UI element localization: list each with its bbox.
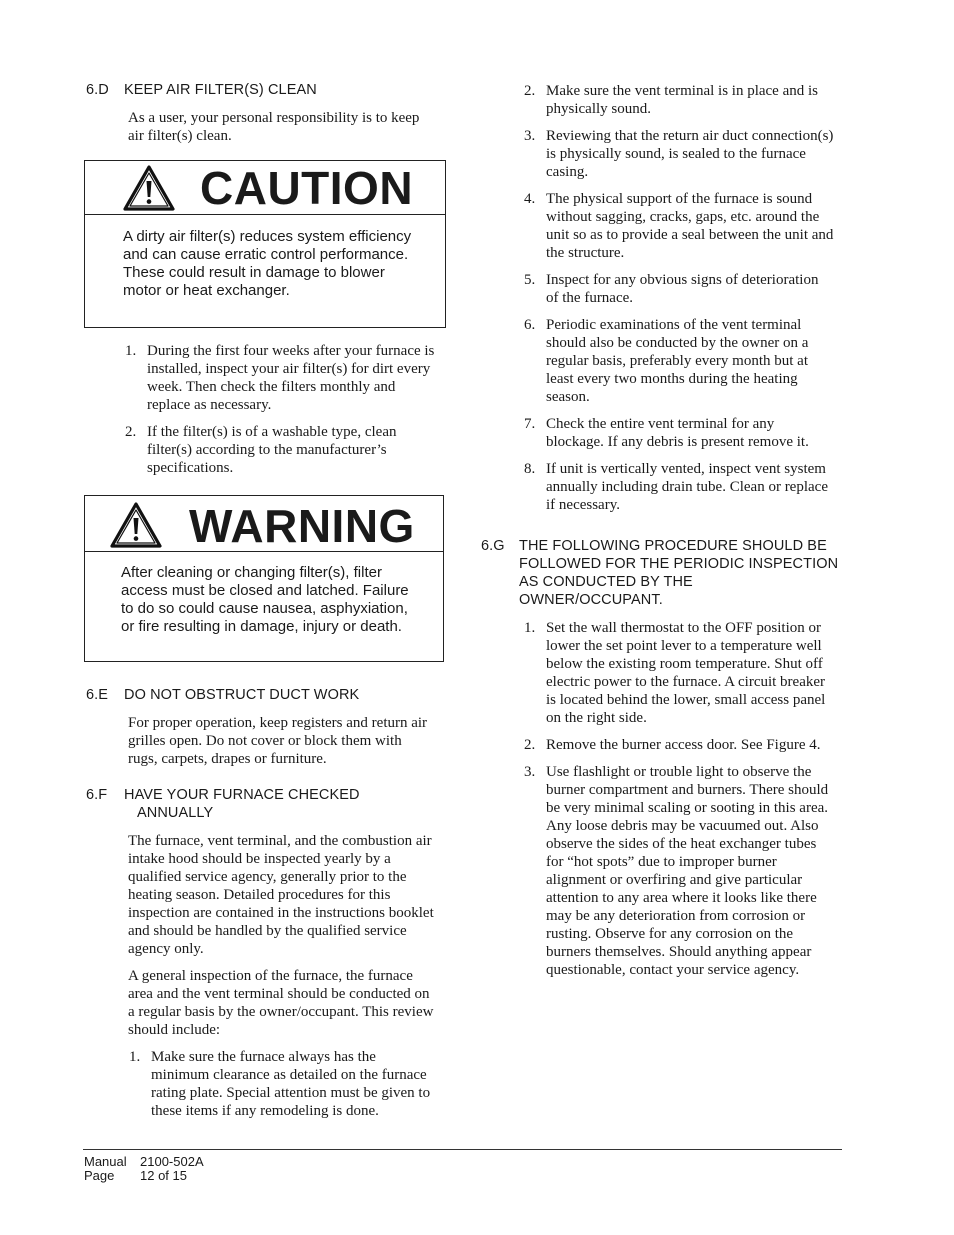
list-item: 8. If unit is vertically vented, inspect vent system annually including drain tube. Clean or replace if necessary. bbox=[524, 461, 828, 513]
list-item: 3. Use flashlight or trouble light to observe the burner compartment and burners. There should be very minimal scaling or sooting in this area. Any loose debris may be vacuumed out. Also observe the sides of the heat exchanger tubes for “hot spots” due to improper burner alignment or overfiring and give particular attention to any area where it looks like there may be any deterioration from corrosion or rusting. Observe for any corrosion on the burners themselves. Should anything appear questionable, contact your service agency. bbox=[524, 764, 829, 978]
footer-manual-label: Manual bbox=[84, 1154, 127, 1169]
caution-box bbox=[84, 160, 446, 328]
section-6e-paragraph: For proper operation, keep registers and return air grilles open. Do not cover or block them with rugs, carpets, drapes or furniture. bbox=[128, 715, 428, 767]
section-number: 6.D bbox=[86, 82, 109, 98]
review-list-first bbox=[129, 1048, 437, 1129]
warning-box bbox=[84, 495, 444, 662]
list-item: 2. If the filter(s) is of a washable type, clean filter(s) according to the manufacturer’s specifications. bbox=[125, 424, 397, 476]
list-item: 4. The physical support of the furnace is sound without sagging, cracks, gaps, etc. around the unit so as to provide a seal between the unit and the structure. bbox=[524, 191, 834, 261]
list-item: 3. Reviewing that the return air duct connection(s) is physically sound, is sealed to the furnace casing. bbox=[524, 128, 834, 180]
footer-page-label: Page bbox=[84, 1168, 115, 1183]
section-6d-heading bbox=[86, 81, 446, 99]
caution-title: CAUTION bbox=[200, 162, 414, 214]
footer-page-value: 12 of 15 bbox=[140, 1168, 187, 1183]
list-item: 2. Remove the burner access door. See Figure 4. bbox=[524, 737, 821, 753]
warning-title: WARNING bbox=[189, 500, 415, 552]
section-6d-paragraph: As a user, your personal responsibility is to keep air filter(s) clean. bbox=[128, 110, 420, 144]
footer-page bbox=[84, 1168, 187, 1183]
section-title: KEEP AIR FILTER(S) CLEAN bbox=[124, 82, 317, 98]
caution-banner bbox=[85, 161, 445, 215]
warning-triangle-icon bbox=[109, 501, 163, 549]
list-item: 5. Inspect for any obvious signs of deterioration of the furnace. bbox=[524, 272, 819, 306]
section-number: 6.E bbox=[86, 687, 109, 703]
section-6f-heading bbox=[86, 786, 446, 822]
section-6f-paragraph-1: The furnace, vent terminal, and the combustion air intake hood should be inspected yearly by a qualified service agency, generally prior to the heating season. Detailed procedures for this inspection are contained in the instructions booklet and should be handled by the qualified service agency only. bbox=[128, 833, 434, 957]
footer-manual-value: 2100-502A bbox=[140, 1154, 204, 1169]
footer-divider bbox=[83, 1149, 842, 1150]
section-6f-paragraph-2: A general inspection of the furnace, the furnace area and the vent terminal should be conducted on a regular basis by the owner/occupant. This review should include: bbox=[128, 968, 434, 1038]
list-item: 1. Set the wall thermostat to the OFF position or lower the set point lever to a temperature well below the existing room temperature. Shut off electric power to the furnace. A circuit breaker is located behind the lower, small access panel on the right side. bbox=[524, 620, 826, 726]
review-list-continued bbox=[524, 82, 834, 523]
section-title-line2: ANNUALLY bbox=[137, 805, 214, 821]
caution-text: A dirty air filter(s) reduces system efficiency and can cause erratic control performance. These could result in damage to blower motor or heat exchanger. bbox=[123, 228, 412, 299]
filter-steps-list bbox=[125, 342, 435, 486]
section-title: DO NOT OBSTRUCT DUCT WORK bbox=[124, 687, 360, 703]
section-number: 6.F bbox=[86, 787, 108, 803]
list-item: 7. Check the entire vent terminal for any blockage. If any debris is present remove it. bbox=[524, 416, 809, 450]
section-number: 6.G bbox=[481, 538, 505, 554]
warning-triangle-icon bbox=[122, 164, 176, 212]
section-title: THE FOLLOWING PROCEDURE SHOULD BE FOLLOWED FOR THE PERIODIC INSPECTION AS CONDUCTED BY THE OWNER/OCCUPANT. bbox=[519, 538, 839, 608]
list-item: 1. Make sure the furnace always has the minimum clearance as detailed on the furnace rating plate. Special attention must be given to these items if any remodeling is done. bbox=[129, 1049, 431, 1119]
procedure-list bbox=[524, 619, 834, 988]
section-title: HAVE YOUR FURNACE CHECKED bbox=[124, 787, 360, 803]
list-item: 6. Periodic examinations of the vent terminal should also be conducted by the owner on a regular basis, preferably every month but at least every two months during the heating season. bbox=[524, 317, 809, 405]
section-6g-heading bbox=[481, 537, 841, 609]
warning-banner bbox=[85, 496, 443, 552]
list-item: 2. Make sure the vent terminal is in place and is physically sound. bbox=[524, 83, 818, 117]
footer-manual bbox=[84, 1154, 204, 1169]
list-item: 1. During the first four weeks after your furnace is installed, inspect your air filter(s) for dirt every week. Then check the filters monthly and replace as necessary. bbox=[125, 343, 435, 413]
warning-text: After cleaning or changing filter(s), filter access must be closed and latched. Failure to do so could cause nausea, asphyxiation, or fire resulting in damage, injury or death. bbox=[121, 564, 409, 635]
section-6e-heading bbox=[86, 686, 446, 704]
